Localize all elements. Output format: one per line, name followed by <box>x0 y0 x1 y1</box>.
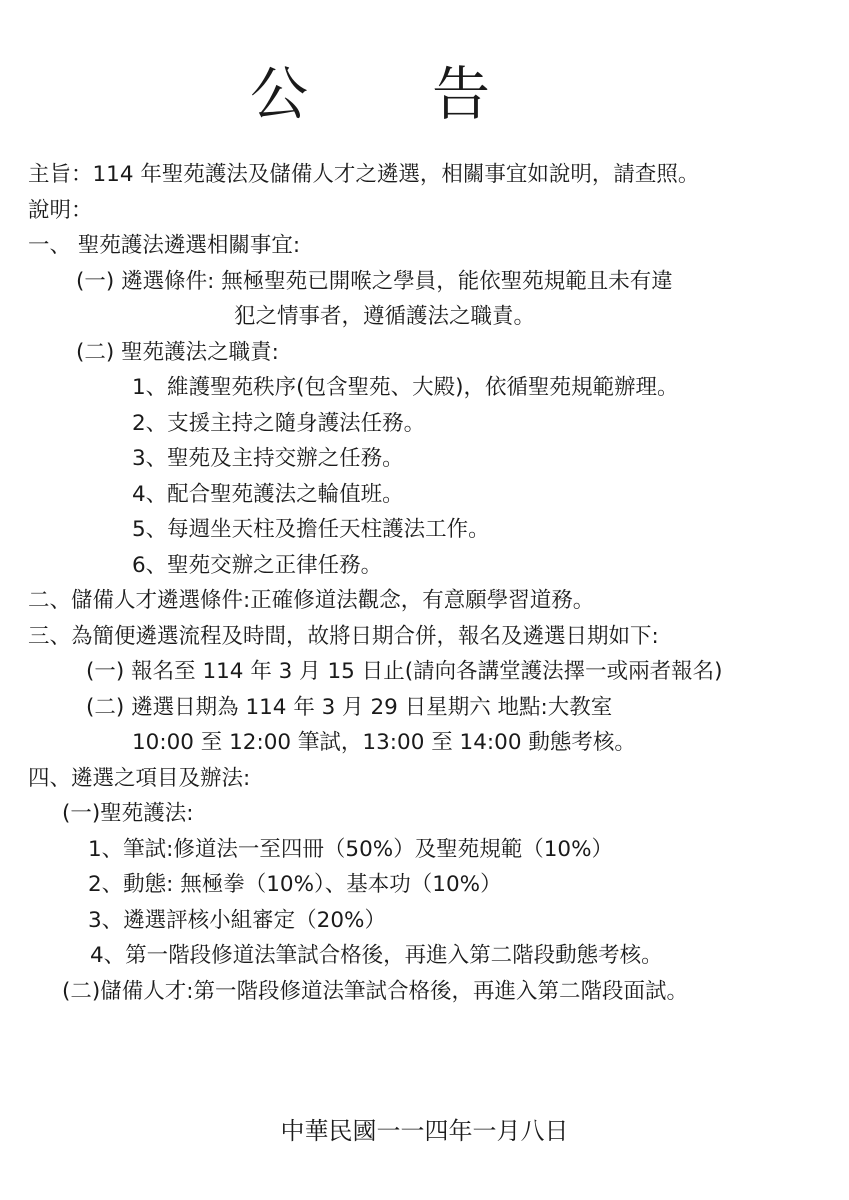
section-3-item-2-schedule: 10:00 至 12:00 筆試，13:00 至 14:00 動態考核。 <box>132 730 636 755</box>
explanation-heading: 說明： <box>28 198 93 223</box>
section-1-item-1-continued: 犯之情事者，遵循護法之職責。 <box>234 304 536 329</box>
duty-item-3: 3、聖苑及主持交辦之任務。 <box>132 446 404 471</box>
exam-item-2: 2、動態: 無極拳（10%）、基本功（10%） <box>88 872 502 897</box>
exam-item-3: 3、遴選評核小組審定（20%） <box>88 908 386 933</box>
duty-item-4: 4、配合聖苑護法之輪值班。 <box>132 482 404 507</box>
duty-item-6: 6、聖苑交辦之正律任務。 <box>132 553 383 578</box>
subject-line: 主旨：114 年聖苑護法及儲備人才之遴選，相關事宜如說明，請查照。 <box>28 162 700 187</box>
section-2-heading: 二、儲備人才遴選條件:正確修道法觀念，有意願學習道務。 <box>28 588 595 613</box>
section-4-item-1: (一)聖苑護法: <box>62 801 194 826</box>
title-char-1: 公 <box>250 60 309 128</box>
exam-item-1: 1、筆試:修道法一至四冊（50%）及聖苑規範（10%） <box>88 837 613 862</box>
section-1-item-2: (二) 聖苑護法之職責: <box>76 340 279 365</box>
section-3-item-1: (一) 報名至 114 年 3 月 15 日止(請向各講堂護法擇一或兩者報名) <box>86 659 723 684</box>
duty-item-5: 5、每週坐天柱及擔任天柱護法工作。 <box>132 517 490 542</box>
duty-item-1: 1、維護聖苑秩序(包含聖苑、大殿)，依循聖苑規範辦理。 <box>132 375 679 400</box>
notice-date: 中華民國一一四年一月八日 <box>280 1117 569 1145</box>
notice-title <box>0 58 849 138</box>
section-4-item-2: (二)儲備人才:第一階段修道法筆試合格後，再進入第二階段面試。 <box>62 979 689 1004</box>
section-4-heading: 四、遴選之項目及辦法: <box>28 766 251 791</box>
section-1-item-1: (一) 遴選條件: 無極聖苑已開喉之學員，能依聖苑規範且未有違 <box>76 269 673 294</box>
exam-item-4: 4、第一階段修道法筆試合格後，再進入第二階段動態考核。 <box>90 943 663 968</box>
section-3-heading: 三、為簡便遴選流程及時間，故將日期合併，報名及遴選日期如下: <box>28 624 659 649</box>
duty-item-2: 2、支援主持之隨身護法任務。 <box>132 411 426 436</box>
section-1-heading: 一、 聖苑護法遴選相關事宜: <box>28 233 301 258</box>
title-char-2: 告 <box>432 60 491 128</box>
section-3-item-2: (二) 遴選日期為 114 年 3 月 29 日星期六 地點:大教室 <box>86 695 613 720</box>
